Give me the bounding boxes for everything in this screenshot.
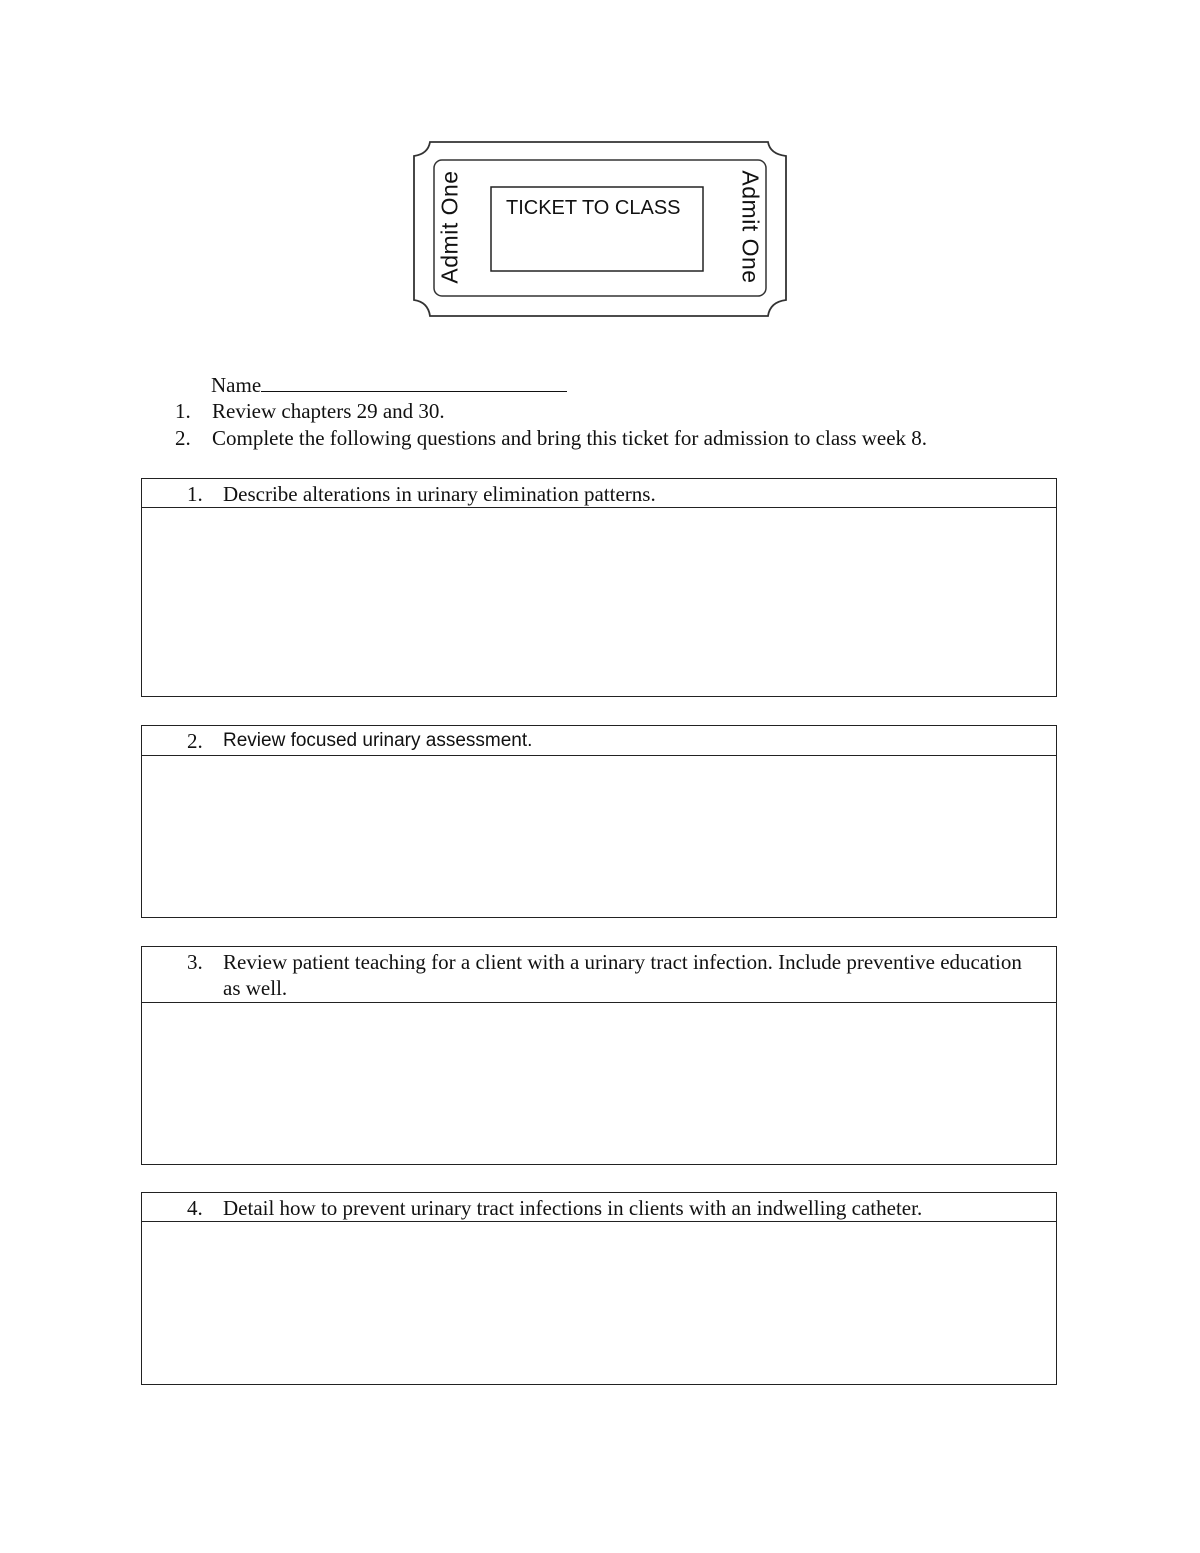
question-text: Review focused urinary assessment.: [223, 730, 533, 751]
question-number: 2.: [187, 729, 203, 753]
instruction-text: Review chapters 29 and 30.: [212, 399, 445, 423]
question-text: Describe alterations in urinary elimination patterns.: [223, 482, 656, 506]
ticket-outline: [410, 140, 790, 318]
instruction-text: Complete the following questions and bring this ticket for admission to class week 8.: [212, 426, 928, 450]
instruction-item: [175, 425, 927, 452]
question-text: Review patient teaching for a client with a urinary tract infection. Include preventive education as well.: [223, 950, 1022, 1000]
name-field: [211, 371, 567, 398]
question-number: 3.: [187, 950, 203, 974]
admit-one-left: Admit One: [436, 170, 463, 284]
question-header: [142, 479, 1056, 508]
question-text: Detail how to prevent urinary tract infections in clients with an indwelling catheter.: [223, 1196, 923, 1220]
instructions-list: [175, 398, 927, 452]
question-box-3: [141, 946, 1057, 1165]
question-header: [142, 1193, 1056, 1222]
admit-one-right: Admit One: [737, 170, 764, 284]
ticket-title: TICKET TO CLASS: [506, 197, 681, 219]
name-blank-line[interactable]: [261, 371, 567, 392]
instruction-number: 1.: [175, 399, 191, 423]
ticket-graphic: [410, 140, 790, 318]
question-header: [142, 726, 1056, 756]
question-header: [142, 947, 1056, 1003]
question-box-4: [141, 1192, 1057, 1385]
question-number: 4.: [187, 1196, 203, 1220]
question-box-1: [141, 478, 1057, 697]
instruction-number: 2.: [175, 426, 191, 450]
name-label: Name: [211, 373, 262, 397]
question-number: 1.: [187, 482, 203, 506]
instruction-item: [175, 398, 927, 425]
question-box-2: [141, 725, 1057, 918]
